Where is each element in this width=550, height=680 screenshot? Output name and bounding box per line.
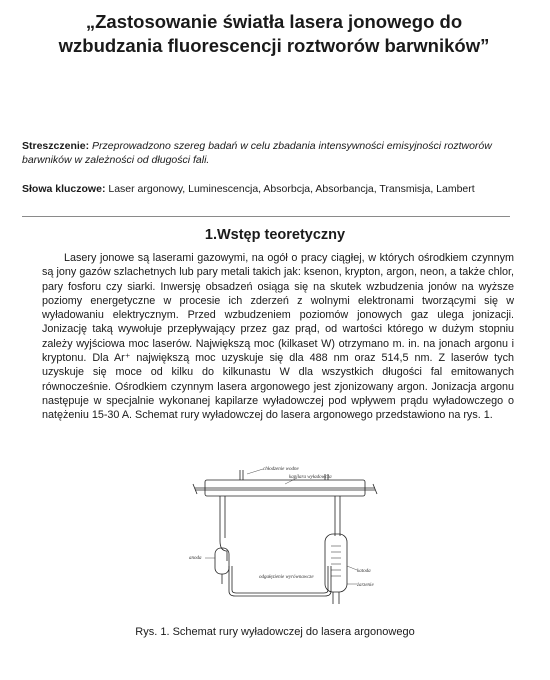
brewster-window-right [373,484,377,494]
anode-stem [220,496,227,561]
label-heater: żarzenie [357,583,374,588]
section-divider [22,216,510,217]
abstract-text: Przeprowadzono szereg badań w celu zbadania intensywności emisyjności roztworów barwników w zależności od długości fali. [22,140,492,166]
figure-caption: Rys. 1. Schemat rury wyładowczej do lasera argonowego [135,626,415,638]
laser-tube-diagram [185,466,385,621]
label-cooling-water: chłodzenie wodne [263,467,299,472]
label-discharge-capillary: kapilara wyładowcza [289,475,332,480]
title-line-2: wzbudzania fluorescencji roztworów barwników” [58,35,490,56]
section-paragraph: Lasery jonowe są laserami gazowymi, na ogół o pracy ciągłej, w których ośrodkiem czynnym są jony gazów szlachetnych lub pary metali takich jak: ksenon, krypton, argon, neon, a także chlor, pary fosforu czy siarki. Inwersję obsadzeń osiąga się na skutek wzbudzenia jonów na wyższe poziomy energetyczne w procesie ich zderzeń z wolnymi elektronami tworzącymi się w wyładowaniu elektrycznym. Przed wzbudzeniem poziomów jonowych gaz ulega jonizacji. Jonizację taką wywołuje przepływający przez gaz prąd, od wartości którego w dużym stopniu zależy wyjściowa moc laserów. Największą moc (kilkaset W) otrzymano m. in. na jonach argonu i kryptonu. Dla Ar⁺ największą moc uzyskuje się dla 488 nm oraz 514,5 nm. Z laserów tych uzyskuje się moce od kilku do kilkunastu W dla wszystkich długości fal emitowanych równocześnie. Ośrodkiem czynnym lasera argonowego jest zjonizowany argon. Jonizacja argonu następuje w specjalnie wykonanej kapilarze wyładowczej pod wpływem prądu wyładowczego o natężeniu 15-30 A. Schemat rury wyładowczej do lasera argonowego przedstawiono na rys. 1. [42,252,514,422]
bypass-tube [229,566,331,596]
keywords [22,182,532,196]
document-title [24,10,524,58]
abstract [22,139,532,167]
abstract-label: Streszczenie: [22,140,90,152]
cathode-filament [331,546,341,576]
section-heading: 1.Wstęp teoretyczny [204,227,346,243]
label-anode: anoda [189,556,202,561]
keywords-label: Słowa kluczowe: [22,183,106,195]
title-line-1: „Zastosowanie światła lasera jonowego do [85,11,463,32]
label-bypass: odgałęzienie wyrównawcze [259,575,314,580]
keywords-text: Laser argonowy, Luminescencja, Absorbcja, Absorbancja, Transmisja, Lambert [108,183,475,195]
brewster-window-left [193,484,197,494]
label-cathode: katoda [357,569,371,574]
